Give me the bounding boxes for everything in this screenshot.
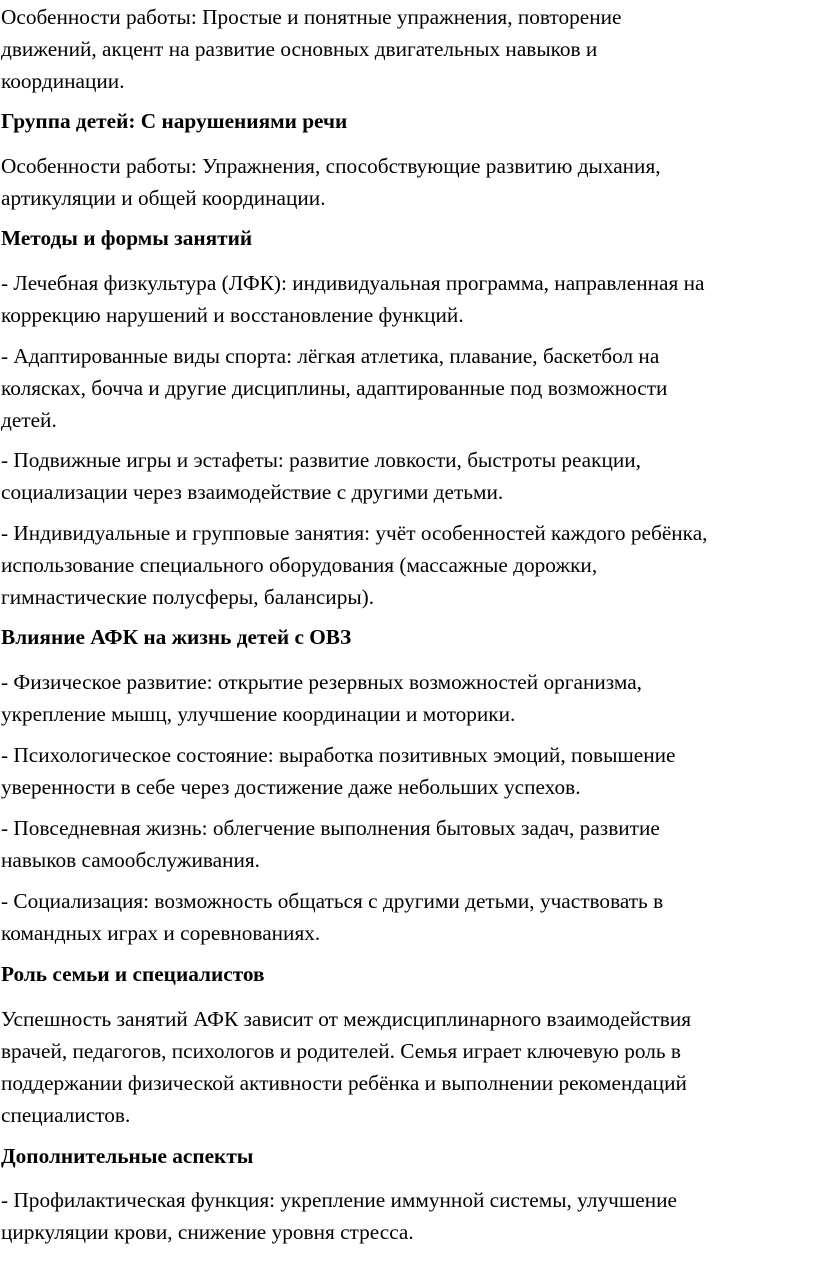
paragraph-work-features-motor (1, 1, 813, 97)
text-line: навыков самообслуживания. (1, 848, 260, 872)
text-line: - Адаптированные виды спорта: лёгкая атлетика, плавание, баскетбол на (1, 344, 660, 368)
heading-text: Группа детей: С нарушениями речи (1, 109, 348, 133)
text-line: социализации через взаимодействие с другими детьми. (1, 480, 504, 504)
heading-text: Дополнительные аспекты (1, 1144, 254, 1168)
text-line: уверенности в себе через достижение даже небольших успехов. (1, 775, 581, 799)
text-line: - Индивидуальные и групповые занятия: учёт особенностей каждого ребёнка, (1, 521, 708, 545)
list-item-adapted-sports (1, 340, 813, 436)
text-line: координации. (1, 69, 125, 93)
text-line: - Психологическое состояние: выработка позитивных эмоций, повышение (1, 743, 676, 767)
text-line: - Физическое развитие: открытие резервных возможностей организма, (1, 670, 642, 694)
text-line: укрепление мышц, улучшение координации и моторики. (1, 702, 516, 726)
list-item-daily-life (1, 812, 813, 876)
text-line: - Социализация: возможность общаться с другими детьми, участвовать в (1, 889, 664, 913)
text-line: детей. (1, 408, 57, 432)
text-line: Особенности работы: Упражнения, способствующие развитию дыхания, (1, 154, 661, 178)
text-line: коррекцию нарушений и восстановление функций. (1, 303, 464, 327)
text-line: колясках, бочча и другие дисциплины, адаптированные под возможности (1, 376, 668, 400)
list-item-physical-development (1, 666, 813, 730)
text-line: гимнастические полусферы, балансиры). (1, 585, 375, 609)
list-item-prevention (1, 1184, 813, 1248)
heading-text: Влияние АФК на жизнь детей с ОВЗ (1, 625, 352, 649)
text-line: - Подвижные игры и эстафеты: развитие ловкости, быстроты реакции, (1, 448, 641, 472)
text-line: специалистов. (1, 1103, 131, 1127)
paragraph-work-features-speech (1, 150, 813, 214)
heading-afk-influence (1, 621, 813, 653)
text-line: циркуляции крови, снижение уровня стресса. (1, 1220, 414, 1244)
heading-methods-forms (1, 222, 813, 254)
text-line: Успешность занятий АФК зависит от междисциплинарного взаимодействия (1, 1007, 692, 1031)
text-line: врачей, педагогов, психологов и родителей. Семья играет ключевую роль в (1, 1039, 681, 1063)
heading-additional-aspects (1, 1140, 813, 1172)
paragraph-family-role (1, 1003, 813, 1131)
heading-text: Роль семьи и специалистов (1, 962, 265, 986)
list-item-active-games (1, 444, 813, 508)
heading-speech-disorders-group (1, 105, 813, 137)
text-line: командных играх и соревнованиях. (1, 921, 321, 945)
text-line: - Повседневная жизнь: облегчение выполнения бытовых задач, развитие (1, 816, 660, 840)
text-line: Особенности работы: Простые и понятные упражнения, повторение (1, 5, 622, 29)
list-item-lfk (1, 267, 813, 331)
text-line: движений, акцент на развитие основных двигательных навыков и (1, 37, 598, 61)
text-line: артикуляции и общей координации. (1, 186, 326, 210)
text-line: - Профилактическая функция: укрепление иммунной системы, улучшение (1, 1188, 677, 1212)
list-item-individual-group (1, 517, 813, 613)
text-line: поддержании физической активности ребёнка и выполнении рекомендаций (1, 1071, 687, 1095)
heading-family-role (1, 958, 813, 990)
list-item-psychological-state (1, 739, 813, 803)
text-line: - Лечебная физкультура (ЛФК): индивидуальная программа, направленная на (1, 271, 705, 295)
text-line: использование специального оборудования (массажные дорожки, (1, 553, 598, 577)
list-item-socialization (1, 885, 813, 949)
heading-text: Методы и формы занятий (1, 226, 253, 250)
